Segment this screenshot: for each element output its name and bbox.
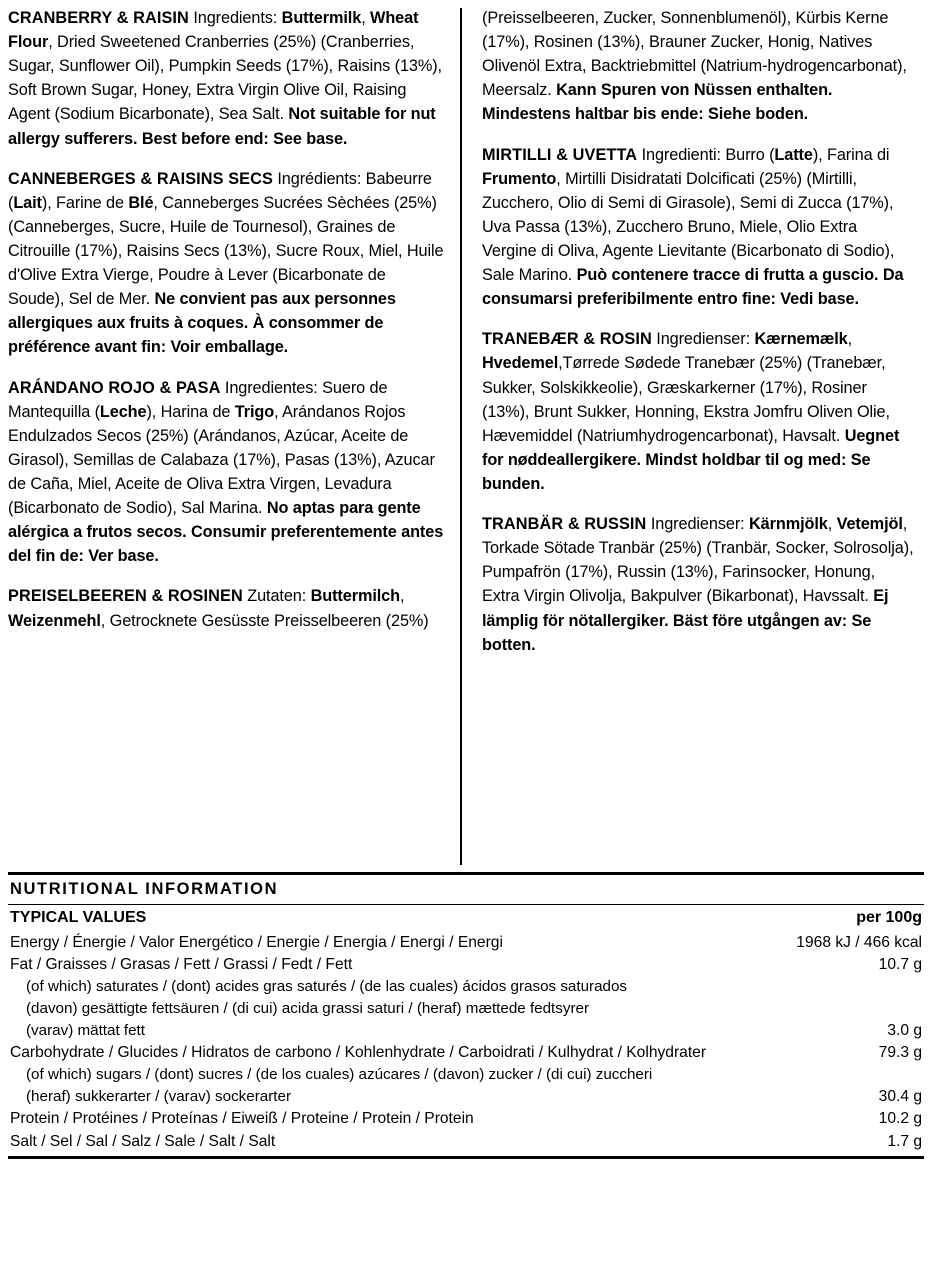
ingredients-block [8, 6, 446, 151]
ingredients-emphasis: À consommer de préférence avant fin: Voir emballage. [8, 314, 384, 357]
ingredients-text: Ingredienser: [646, 515, 750, 534]
ingredients-block [482, 327, 914, 496]
typical-values-label: TYPICAL VALUES [10, 909, 147, 926]
nutrition-subrow-value [755, 976, 924, 998]
ingredients-text: Ingrédients: Babeurre ( [8, 169, 432, 212]
nutrition-subrow [8, 1020, 924, 1042]
nutrition-subrow [8, 1086, 924, 1108]
nutrition-table-header-row [8, 905, 924, 932]
nutrition-subrow-label: (of which) saturates / (dont) acides gras saturés / (de las cuales) ácidos grasos saturados [26, 978, 628, 996]
nutrition-row-value: 10.7 g [878, 956, 922, 974]
ingredients-text: , [847, 330, 853, 349]
nutrition-title: NUTRITIONAL INFORMATION [10, 880, 279, 898]
ingredients-emphasis: Blé [128, 193, 154, 212]
ingredients-emphasis: Wheat Flour [8, 9, 419, 52]
ingredients-text: , Getrocknete Gesüsste Preisselbeeren (25%) [100, 611, 429, 630]
ingredients-heading: ARÁNDANO ROJO & PASA [8, 378, 221, 397]
ingredients-text: Ingredientes: Suero de Mantequilla ( [8, 378, 388, 421]
ingredients-block [482, 6, 914, 127]
ingredients-text: , [361, 9, 371, 27]
ingredients-emphasis: Kann Spuren von Nüssen enthalten. Mindestens haltbar bis ende: Siehe boden. [482, 81, 833, 124]
ingredients-column-left [8, 6, 460, 633]
ingredients-text: Ingredienti: Burro ( [637, 145, 775, 164]
nutrition-row [8, 1042, 924, 1064]
ingredients-text: , Torkade Sötade Tranbär (25%) (Tranbär, Socker, Solrosolja), Pumpafrön (17%), Russin (13%), Farinsocker, Honung, Extra Virgin Olivolja, Bakpulver (Bikarbonat), Havssalt. [482, 515, 914, 606]
ingredients-text: , Canneberges Sucrées Sèchées (25%) (Canneberges, Sucre, Huile de Tournesol), Graines de Citrouille (17%), Raisins Secs (13%), Sucre Roux, Miel, Huile d'Olive Extra Vierge, Poudre à Lever (Bicarbonate de Soude), Sel de Mer. [8, 193, 444, 309]
ingredients-text: ), Harina de [146, 402, 235, 421]
nutrition-row-label: Carbohydrate / Glucides / Hidratos de carbono / Kohlenhydrate / Carboidrati / Kulhydrat / Kolhydrater [10, 1044, 707, 1062]
ingredients-emphasis: Frumento [482, 169, 557, 188]
nutrition-row-label: Fat / Graisses / Grasas / Fett / Grassi / Fedt / Fett [10, 956, 353, 974]
nutrition-subrow [8, 998, 924, 1020]
ingredients-text: Ingredients: [188, 9, 282, 27]
nutrition-subrow-value: 3.0 g [887, 1021, 922, 1039]
ingredients-heading: TRANBÄR & RUSSIN [482, 515, 647, 534]
nutrition-bottom-rule [8, 1156, 924, 1159]
ingredients-emphasis: Lait [13, 193, 42, 212]
ingredients-heading: CANNEBERGES & RAISINS SECS [8, 169, 273, 188]
ingredients-heading: CRANBERRY & RAISIN [8, 9, 189, 27]
nutrition-subrow-value [755, 998, 924, 1020]
nutrition-row [8, 954, 924, 976]
ingredients-heading: TRANEBÆR & ROSIN [482, 330, 652, 349]
ingredients-block [482, 143, 914, 312]
ingredients-emphasis: Può contenere tracce di frutta a guscio. [576, 266, 879, 285]
nutrition-subrow [8, 976, 924, 998]
ingredients-heading: MIRTILLI & UVETTA [482, 145, 638, 164]
ingredients-block [482, 512, 914, 657]
ingredients-text: (Preisselbeeren, Zucker, Sonnenblumenöl), Kürbis Kerne (17%), Rosinen (13%), Brauner Zucker, Honig, Natives Olivenöl Extra, Backtriebmittel (Natrium-hydrogencarbonat), Meersalz. [482, 9, 907, 100]
ingredients-emphasis: Ej lämplig för nötallergiker. Bäst före utgången av: Se botten. [482, 587, 889, 654]
ingredients-text: ,Tørrede Sødede Tranebær (25%) (Tranebær, Sukker, Solskikkeolie), Græskarkerner (17%), Rosiner (13%), Brunt Sukker, Honning, Ekstra Jomfru Oliven Olie, Hævemiddel (Natriumhydrogencarbonat), Havsalt. [482, 354, 890, 445]
nutrition-subrow-value: 30.4 g [878, 1088, 922, 1106]
ingredients-text: Ingredienser: [651, 330, 755, 349]
ingredients-emphasis: Trigo [234, 402, 275, 421]
ingredients-emphasis: Kærnemælk [754, 330, 848, 349]
ingredients-text: , Dried Sweetened Cranberries (25%) (Cranberries, Sugar, Sunflower Oil), Pumpkin Seeds (17%), Raisins (13%), Soft Brown Sugar, Honey, Extra Virgin Olive Oil, Raising Agent (Sodium Bicarbonate), Sea Salt. [8, 33, 442, 124]
ingredients-emphasis: Latte [774, 145, 813, 164]
nutrition-row [8, 1108, 924, 1130]
nutrition-subrow-label: (heraf) sukkerarter / (varav) sockerarter [26, 1088, 292, 1106]
nutrition-row-value: 1968 kJ / 466 kcal [796, 933, 922, 951]
ingredients-text: , [399, 587, 405, 606]
nutrition-subrow-label: (of which) sugars / (dont) sucres / (de los cuales) azúcares / (davon) zucker / (di cui) zuccheri [26, 1066, 653, 1084]
ingredients-emphasis: Hvedemel [482, 354, 559, 373]
ingredients-emphasis: Leche [99, 402, 147, 421]
nutritional-information-section [8, 872, 924, 1159]
ingredients-text: ), Farine de [41, 193, 129, 212]
nutrition-subrow [8, 1064, 924, 1086]
nutrition-row-value: 10.2 g [878, 1110, 922, 1128]
ingredients-block [8, 167, 446, 360]
ingredients-text: ), Farina di [812, 145, 890, 164]
ingredients-emphasis: Kärnmjölk [749, 515, 828, 534]
ingredients-section [8, 6, 924, 871]
nutrition-subrow-label: (varav) mättat fett [26, 1021, 146, 1039]
ingredients-block [8, 584, 446, 632]
nutrition-table [8, 905, 924, 1153]
nutrition-row-value: 79.3 g [878, 1044, 922, 1062]
nutrition-row [8, 932, 924, 954]
ingredients-emphasis: No aptas para gente alérgica a frutos secos. Consumir preferentemente antes del fin de: Ver base. [8, 499, 444, 566]
ingredients-emphasis: Da consumarsi preferibilmente entro fine: Vedi base. [482, 266, 904, 309]
ingredients-emphasis: Weizenmehl [8, 611, 101, 630]
ingredients-emphasis: Uegnet for nøddeallergikere. Mindst holdbar til og med: Se bunden. [482, 426, 900, 493]
ingredients-emphasis: Buttermilk [281, 9, 362, 27]
ingredients-emphasis: Ne convient pas aux personnes allergiques aux fruits à coques. [8, 290, 396, 333]
nutrition-row-label: Salt / Sel / Sal / Salz / Sale / Salt / Salt [10, 1132, 276, 1150]
ingredients-block [8, 376, 446, 569]
ingredients-text: Zutaten: [242, 587, 311, 606]
ingredients-emphasis: Buttermilch [310, 587, 400, 606]
nutrition-row-label: Energy / Énergie / Valor Energético / Energie / Energia / Energi / Energi [10, 933, 503, 951]
nutrition-subrow-value [755, 1064, 924, 1086]
ingredients-emphasis: Vetemjöl [836, 515, 903, 534]
ingredients-emphasis: Not suitable for nut allergy sufferers. Best before end: See base. [8, 105, 436, 148]
nutrition-row-value: 1.7 g [887, 1132, 922, 1150]
nutrition-row-label: Protein / Protéines / Proteínas / Eiweiß / Proteine / Protein / Protein [10, 1110, 474, 1128]
ingredients-column-right [462, 6, 914, 657]
ingredients-text: , Arándanos Rojos Endulzados Secos (25%) (Arándanos, Azúcar, Aceite de Girasol), Semillas de Calabaza (17%), Pasas (13%), Azucar de Caña, Miel, Aceite de Oliva Extra Virgen, Levadura (Bicarbonato de Sodio), Sal Marina. [8, 402, 435, 518]
nutrition-row [8, 1131, 924, 1153]
nutrition-subrow-label: (davon) gesättigte fettsäuren / (di cui) acida grassi saturi / (heraf) mættede fedtsyrer [26, 1000, 590, 1018]
ingredients-text: , Mirtilli Disidratati Dolcificati (25%) (Mirtilli, Zucchero, Olio di Semi di Girasole), Semi di Zucca (17%), Uva Passa (13%), Zucchero Bruno, Miele, Olio Extra Vergine di Oliva, Agente Lievitante (Bicarbonato di Sodio), Sale Marino. [482, 169, 895, 285]
ingredients-text: , [827, 515, 837, 534]
ingredients-heading: PREISELBEEREN & ROSINEN [8, 587, 243, 606]
per-100g-label: per 100g [856, 909, 922, 926]
